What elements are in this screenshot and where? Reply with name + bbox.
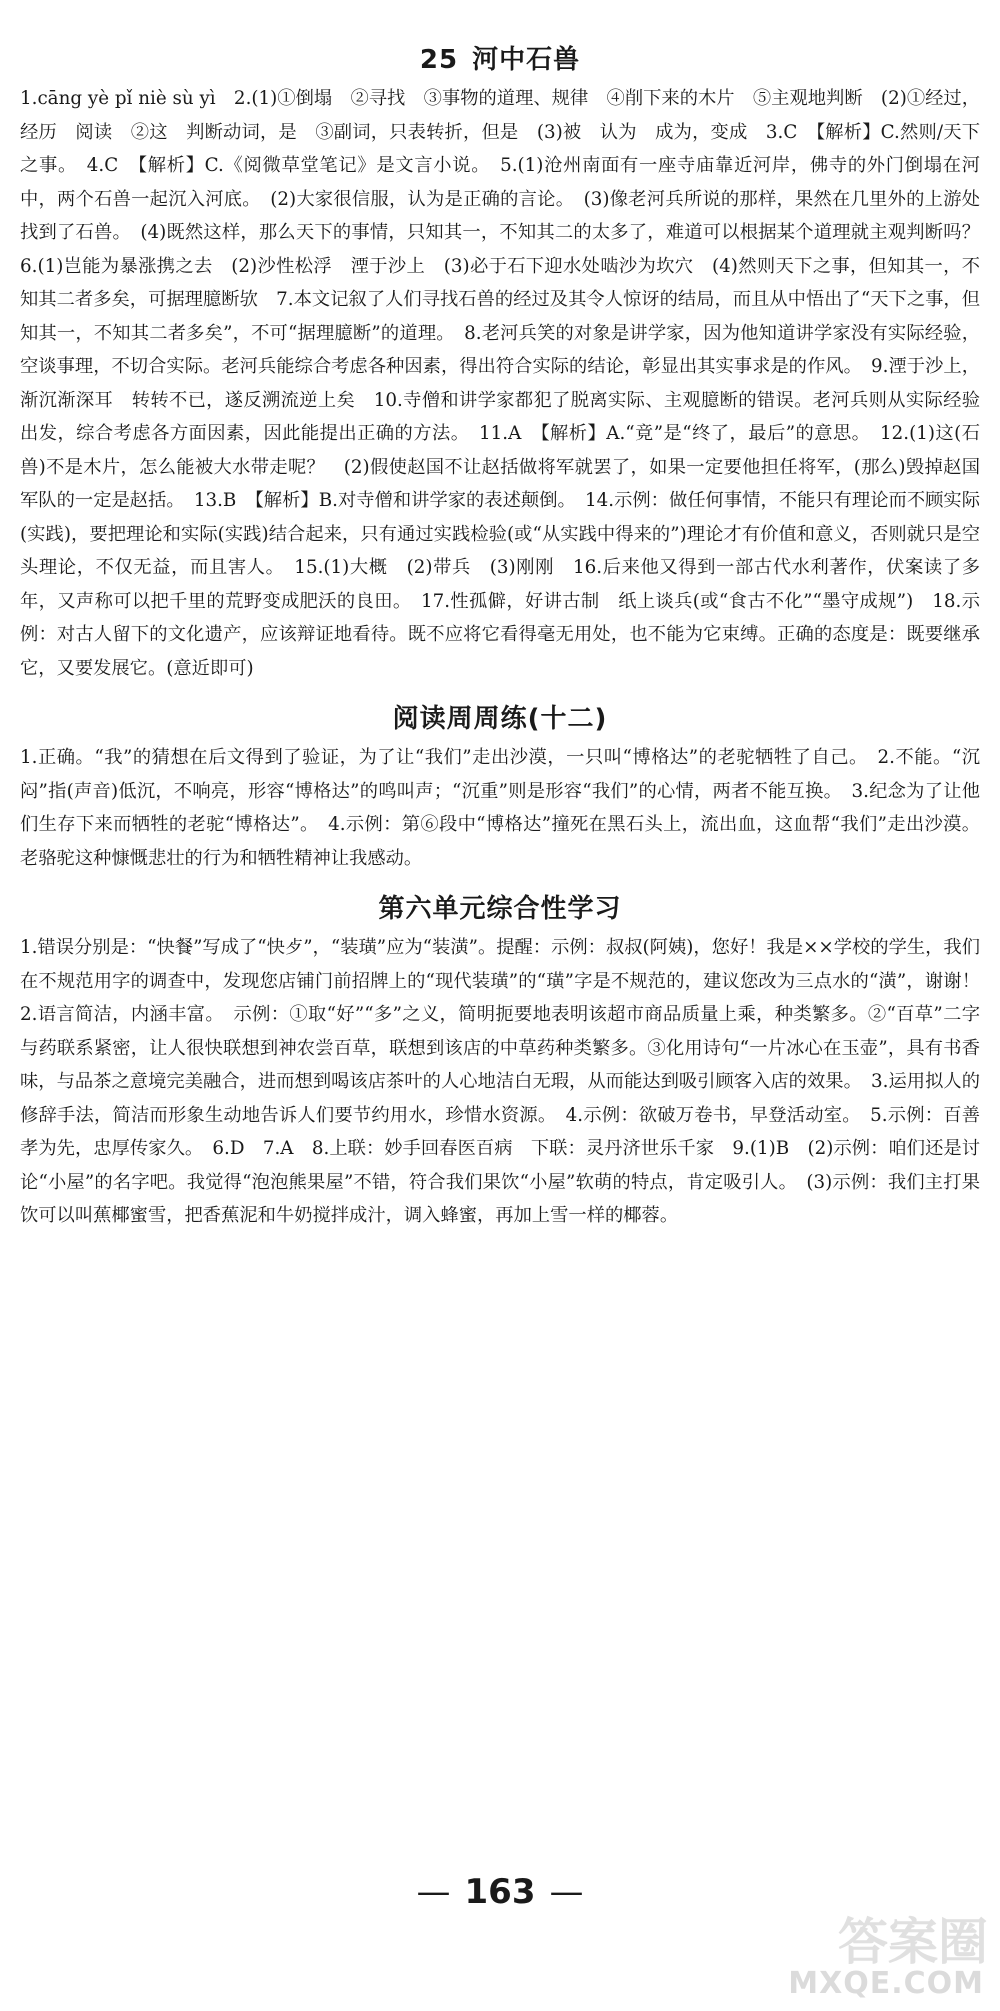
lesson-25-answers: 1.cāng yè pǐ niè sù yì 2.(1)①倒塌 ②寻找 ③事物的道理、规律 ④削下来的木片 ⑤主观地判断 (2)①经过，经历 阅读 ②这 判断动词，是 ③副词，只表转折，但是 (3)被 认为 成为，变成 3.C 【解析】C.然则/天下之事。 4.C 【解析】C.《阅微草堂笔记》是文言小说。 5.(1)沧州南面有一座寺庙靠近河岸，佛寺的外门倒塌在河中，两个石兽一起沉入河底。 (2)大家很信服，认为是正确的言论。 (3)像老河兵所说的那样，果然在几里外的上游处找到了石兽。 (4)既然这样，那么天下的事情，只知其一，不知其二的太多了，难道可以根据某个道理就主观判断吗？ 6.(1)岂能为暴涨携之去 (2)沙性松浮 湮于沙上 (3)必于石下迎水处啮沙为坎穴 (4)然则天下之事，但知其一，不知其二者多矣，可据理臆断欤 7.本文记叙了人们寻找石兽的经过及其令人惊讶的结局，而且从中悟出了“天下之事，但知其一，不知其二者多矣”，不可“据理臆断”的道理。 8.老河兵笑的对象是讲学家，因为他知道讲学家没有实际经验，空谈事理，不切合实际。老河兵能综合考虑各种因素，得出符合实际的结论，彰显出其实事求是的作风。 9.湮于沙上，渐沉渐深耳 转转不已，遂反溯流逆上矣 10.寺僧和讲学家都犯了脱离实际、主观臆断的错误。老河兵则从实际经验出发，综合考虑各方面因素，因此能提出正确的方法。 11.A 【解析】A.“竟”是“终了，最后”的意思。 12.(1)这(石兽)不是木片，怎么能被大水带走呢？ (2)假使赵国不让赵括做将军就罢了，如果一定要他担任将军，(那么)毁掉赵国军队的一定是赵括。 13.B 【解析】B.对寺僧和讲学家的表述颠倒。 14.示例：做任何事情，不能只有理论而不顾实际(实践)，要把理论和实际(实践)结合起来，只有通过实践检验(或“从实践中得来的”)理论才有价值和意义，否则就只是空头理论，不仅无益，而且害人。 15.(1)大概 (2)带兵 (3)刚刚 16.后来他又得到一部古代水利著作，伏案读了多年，又声称可以把千里的荒野变成肥沃的良田。 17.性孤僻，好讲古制 纸上谈兵(或“食古不化”“墨守成规”) 18.示例：对古人留下的文化遗产，应该辩证地看待。既不应将它看得毫无用处，也不能为它束缚。正确的态度是：既要继承它，又要发展它。(意近即可) [20, 88, 999, 679]
page-number-dash-left: — [416, 1872, 451, 1912]
watermark-site: MXQE.COM [788, 1966, 984, 2001]
weekly-reading-answers: 1.正确。“我”的猜想在后文得到了验证，为了让“我们”走出沙漠，一只叫“博格达”的老驼牺牲了自己。 2.不能。“沉闷”指(声音)低沉，不响亮，形容“博格达”的鸣叫声；“沉重”则是形容“我们”的心情，两者不能互换。 3.纪念为了让他们生存下来而牺牲的老驼“博格达”。 4.示例：第⑥段中“博格达”撞死在黑石头上，流出血，这血帮“我们”走出沙漠。老骆驼这种慷慨悲壮的行为和牺牲精神让我感动。 [20, 747, 980, 869]
watermark [764, 1900, 994, 2005]
lesson-title: 河中石兽 [472, 45, 581, 75]
section-weekly-reading-12 [20, 699, 980, 875]
spacer [20, 685, 980, 699]
unit-6-answers: 1.错误分别是：“快餐”写成了“快歺”，“装璜”应为“装潢”。提醒：示例：叔叔(阿姨)，您好！我是××学校的学生，我们在不规范用字的调查中，发现您店铺门前招牌上的“现代装璜”的“璜”字是不规范的，建议您改为三点水的“潢”，谢谢！ 2.语言简洁，内涵丰富。 示例：①取“好”“多”之义，简明扼要地表明该超市商品质量上乘，种类繁多。②“百草”二字与药联系紧密，让人很快联想到神农尝百草，联想到该店的中草药种类繁多。③化用诗句“一片冰心在玉壶”，具有书香味，与品茶之意境完美融合，进而想到喝该店茶叶的人心地洁白无瑕，从而能达到吸引顾客入店的效果。 3.运用拟人的修辞手法，简洁而形象生动地告诉人们要节约用水，珍惜水资源。 4.示例：欲破万卷书，早登活动室。 5.示例：百善孝为先，忠厚传家久。 6.D 7.A 8.上联：妙手回春医百病 下联：灵丹济世乐千家 9.(1)B (2)示例：咱们还是讨论“小屋”的名字吧。我觉得“泡泡熊果屋”不错，符合我们果饮“小屋”软萌的特点，肯定吸引人。 (3)示例：我们主打果饮可以叫蕉椰蜜雪，把香蕉泥和牛奶搅拌成汁，调入蜂蜜，再加上雪一样的椰蓉。 [20, 937, 999, 1226]
section-title [20, 40, 980, 80]
page-number-value: 163 [464, 1872, 536, 1912]
section-lesson-25 [20, 40, 999, 685]
lesson-number: 25 [419, 45, 459, 75]
section-title: 阅读周周练(十二) [392, 704, 608, 734]
watermark-logo: 答案圈 [838, 1913, 988, 1971]
section-unit-6-integrated-learning [20, 889, 999, 1233]
page-number-dash-right: — [549, 1872, 584, 1912]
section-title: 第六单元综合性学习 [378, 894, 622, 924]
spacer [20, 875, 980, 889]
